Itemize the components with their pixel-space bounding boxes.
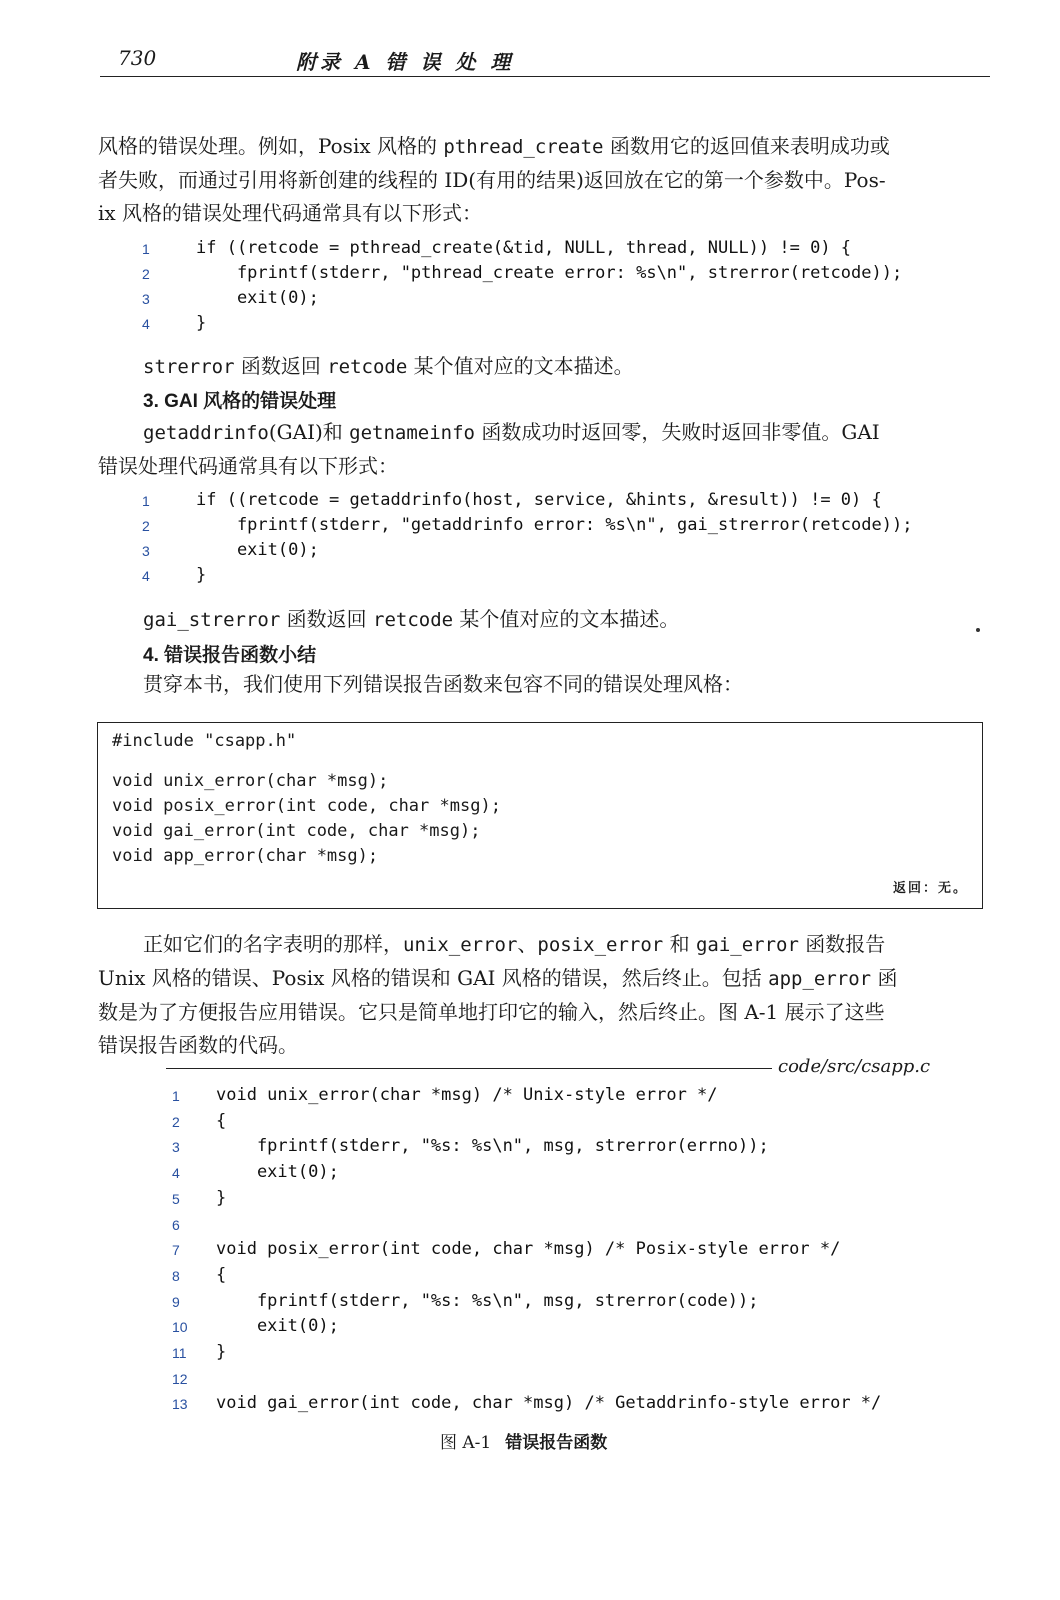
line-number: 8 [172, 1267, 180, 1284]
line-number: 4 [142, 568, 150, 584]
code-line [172, 1214, 992, 1239]
code-text: exit(0); [196, 540, 319, 560]
code-text: exit(0); [216, 1316, 339, 1337]
inline-code: posix_error [537, 934, 664, 956]
code-line [142, 263, 992, 288]
code-line [142, 565, 992, 590]
code-text: void gai_error(int code, char *msg) /* Getaddrinfo-style error */ [216, 1393, 882, 1414]
text: 函 [871, 966, 898, 990]
prototype-line: void app_error(char *msg); [112, 846, 379, 866]
text: 函数用它的返回值来表明成功或 [603, 134, 890, 158]
line-number: 2 [142, 518, 150, 534]
line-number: 1 [142, 493, 150, 509]
code-line [172, 1291, 992, 1316]
code-line [172, 1368, 992, 1393]
text: ix 风格的错误处理代码通常具有以下形式： [98, 201, 483, 225]
line-number: 6 [172, 1216, 180, 1233]
code-text: } [196, 565, 207, 585]
code-text: if ((retcode = pthread_create(&tid, NULL, thread, NULL)) != 0) { [196, 238, 852, 258]
code-line [172, 1342, 992, 1367]
line-number: 7 [172, 1242, 180, 1259]
inline-code: getaddrinfo [143, 422, 269, 444]
page-number: 730 [118, 46, 157, 70]
section-heading-4: 4. 错误报告函数小结 [143, 645, 317, 666]
text: 函数返回 [234, 354, 328, 378]
running-header [100, 42, 990, 77]
inline-code: unix_error [403, 934, 518, 956]
code-text: } [216, 1342, 227, 1362]
code-line [142, 540, 992, 565]
prototype-line: void unix_error(char *msg); [112, 771, 389, 791]
code-text: void posix_error(int code, char *msg) /* Posix-style error */ [216, 1239, 841, 1260]
source-file-label: code/src/csapp.c [778, 1056, 931, 1077]
code-line [142, 313, 992, 338]
prototype-line: #include "csapp.h" [112, 731, 297, 751]
code-line [142, 515, 992, 540]
figure-title: 错误报告函数 [505, 1433, 608, 1453]
gai-strerror-note [143, 603, 1038, 637]
page-speck [976, 628, 980, 632]
text: 错误处理代码通常具有以下形式： [98, 454, 398, 478]
code-line [172, 1085, 992, 1110]
code-line [172, 1111, 992, 1136]
line-number: 11 [172, 1345, 187, 1361]
inline-code: getnameinfo [349, 422, 475, 444]
section-heading-3: 3. GAI 风格的错误处理 [143, 391, 337, 412]
summary-line [143, 668, 1038, 701]
text: 风格的错误处理。例如，Posix 风格的 [98, 134, 444, 158]
text: 和 [663, 932, 696, 956]
intro-paragraph [98, 130, 993, 230]
code-listing-gai [142, 490, 992, 590]
prototype-line: void gai_error(int code, char *msg); [112, 821, 481, 841]
text: (GAI)和 [268, 420, 350, 444]
text: 数是为了方便报告应用错误。它只是简单地打印它的输入，然后终止。图 A-1 展示了这些 [98, 1000, 885, 1024]
inline-code: pthread_create [443, 136, 604, 158]
inline-code: gai_strerror [143, 609, 281, 631]
chapter-title: 附录 A 错 误 处 理 [296, 50, 515, 74]
line-number: 1 [172, 1088, 180, 1104]
inline-code: retcode [373, 609, 454, 631]
gai-paragraph [98, 416, 993, 483]
line-number: 12 [172, 1370, 188, 1387]
line-number: 5 [172, 1190, 180, 1207]
code-text: exit(0); [216, 1162, 339, 1183]
text: 函数报告 [798, 932, 886, 956]
text: 某个值对应的文本描述。 [407, 354, 634, 378]
code-text: if ((retcode = getaddrinfo(host, service, &hints, &result)) != 0) { [196, 490, 882, 510]
prototype-box [97, 722, 983, 909]
line-number: 3 [142, 291, 150, 307]
code-text: void unix_error(char *msg) /* Unix-style error */ [216, 1085, 718, 1105]
listing-top-rule [166, 1068, 772, 1069]
code-text: fprintf(stderr, "getaddrinfo error: %s\n", gai_strerror(retcode)); [196, 515, 913, 535]
code-line [172, 1162, 992, 1187]
figure-number: 图 A-1 [440, 1433, 492, 1453]
inline-code: app_error [768, 968, 872, 990]
text: 函数成功时返回零，失败时返回非零值。GAI [474, 420, 880, 444]
code-line [142, 490, 992, 515]
code-line [142, 238, 992, 263]
code-listing-csapp [172, 1085, 992, 1420]
figure-caption [440, 1428, 607, 1453]
line-number: 2 [172, 1113, 180, 1130]
code-line [172, 1265, 992, 1290]
text: 正如它们的名字表明的那样， [143, 932, 403, 956]
returns-note: 返回：无。 [892, 881, 968, 896]
line-number: 9 [172, 1293, 180, 1310]
code-text: exit(0); [196, 288, 319, 308]
text: 、 [517, 932, 538, 956]
line-number: 10 [172, 1319, 188, 1336]
text: 某个值对应的文本描述。 [453, 607, 680, 631]
code-text: { [216, 1264, 227, 1285]
line-number: 3 [172, 1139, 180, 1156]
line-number: 4 [172, 1165, 180, 1182]
code-line [172, 1188, 992, 1213]
text: Unix 风格的错误、Posix 风格的错误和 GAI 风格的错误，然后终止。包括 [98, 966, 769, 990]
text: 者失败，而通过引用将新创建的线程的 ID(有用的结果)返回放在它的第一个参数中。Pos- [98, 168, 886, 192]
code-line [172, 1393, 992, 1418]
line-number: 13 [172, 1396, 188, 1413]
text: 贯穿本书，我们使用下列错误报告函数来包容不同的错误处理风格： [143, 672, 743, 696]
inline-code: strerror [143, 356, 235, 378]
code-line [172, 1136, 992, 1161]
prototype-line: void posix_error(int code, char *msg); [112, 796, 501, 816]
line-number: 3 [142, 543, 150, 559]
code-line [172, 1239, 992, 1264]
line-number: 4 [142, 316, 150, 332]
explain-paragraph [98, 928, 993, 1062]
code-text: { [216, 1110, 227, 1131]
code-text: } [216, 1187, 227, 1208]
code-text: fprintf(stderr, "%s: %s\n", msg, strerror(errno)); [216, 1136, 769, 1157]
code-listing-posix [142, 238, 992, 338]
code-line [172, 1316, 992, 1341]
line-number: 1 [142, 241, 150, 257]
inline-code: gai_error [695, 934, 799, 956]
code-text: fprintf(stderr, "pthread_create error: %s\n", strerror(retcode)); [196, 263, 903, 283]
code-text: fprintf(stderr, "%s: %s\n", msg, strerror(code)); [216, 1290, 759, 1311]
inline-code: retcode [327, 356, 408, 378]
line-number: 2 [142, 266, 150, 282]
code-text: } [196, 313, 207, 333]
strerror-note [143, 350, 1038, 384]
text: 错误报告函数的代码。 [98, 1033, 298, 1057]
text: 函数返回 [280, 607, 373, 631]
code-line [142, 288, 992, 313]
